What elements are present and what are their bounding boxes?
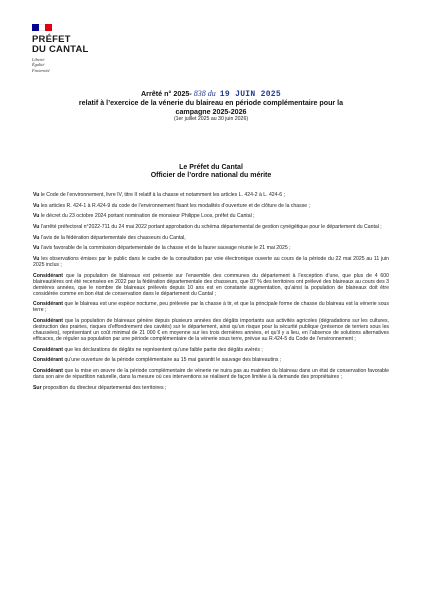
paragraph-text: que les déclarations de dégâts ne représentent qu’une faible partie des dégâts avérés ; [64, 346, 263, 353]
considerant-paragraph [33, 385, 389, 391]
paragraph-lead: Vu [33, 234, 40, 241]
paragraph-text: le décret du 23 octobre 2024 portant nomination de monsieur Philippe Loos, préfet du Cantal ; [40, 213, 255, 220]
considerant-paragraph [33, 318, 389, 342]
considerant-paragraph [33, 273, 389, 297]
paragraph-text: proposition du directeur départemental des territoires ; [43, 384, 167, 391]
date-stamp: 19 JUIN 2025 [219, 90, 282, 99]
considerant-paragraph [33, 368, 389, 380]
paragraph-lead: Vu [33, 223, 40, 230]
paragraph-text: l’avis favorable de la commission départementale de la chasse et de la faune sauvage réunie le 21 mai 2025 ; [40, 245, 291, 252]
paragraph-text: l’arrêté préfectoral n°2022-711 du 24 mai 2022 portant approbation du schéma départemental de gestion cynégétique pour le département du Cantal ; [40, 223, 382, 230]
paragraph-text: le Code de l’environnement, livre IV, titre II relatif à la chasse et notamment les articles L. 424-2 à L. 424-6 ; [40, 192, 285, 198]
considerant-paragraph [33, 347, 389, 353]
visa-paragraph [33, 256, 389, 268]
authority-block [33, 164, 389, 180]
paragraph-lead: Vu [33, 213, 40, 220]
visa-paragraph [33, 203, 389, 209]
paragraph-lead: Sur [33, 384, 42, 391]
paragraph-text: les articles R. 424-1 à R.424-9 du code de l’environnement fixant les modalités d’ouverture et de clôture de la chasse ; [40, 202, 311, 209]
paragraph-lead: Considérant [33, 357, 63, 364]
visa-paragraph [33, 192, 389, 198]
visas-list [33, 192, 389, 395]
paragraph-lead: Vu [33, 192, 40, 198]
paragraph-text: que la population de blaireaux génère depuis plusieurs années des dégâts importants aux activités agricoles (dégradations sur les cultures, destruction des prairies, risques d’effondrement des cavités) sur le département, ainsi qu’un risque pour la sécurité publique (présence de terriers sous les chaussées), représentant un coût minimal de 21 000 € en moyenne sur les trois dernières années, et qu’il y a lieu, en l’absence de solutions alternatives efficaces, de réguler sa population par une période complémentaire de la vénerie sous terre, prévue au R.424-5 du Code de l’environnement ; [33, 318, 389, 343]
authority-line-1: Le Préfet du Cantal [179, 164, 243, 171]
paragraph-text: que la population de blaireaux est présente sur l’ensemble des communes du département à l’exception d’une, que plus de 4 600 blaireautières ont été recensées en 2022 par la fédération départementale des chasseurs, que 87 % des territoires ont prélevé des blaireaux au cours des 3 dernières années, que le nombre de blaireaux prélevés depuis 10 ans est en constante augmentation, qu’ainsi la population de blaireaux doit être considérée comme en bon état de conservation dans le département du Cantal ; [33, 272, 389, 297]
paragraph-lead: Considérant [33, 272, 63, 279]
paragraph-text: les observations émises par le public dans le cadre de la consultation par voie électronique ouverte au cours de la période du 22 mai 2025 au 11 juin 2025 inclus ; [33, 255, 389, 268]
considerant-paragraph [33, 301, 389, 313]
prefet-line2: DU CANTAL [32, 44, 89, 55]
visa-paragraph [33, 213, 389, 219]
arrete-title-line-2: campagne 2025-2026 [175, 107, 247, 116]
arrete-title-block [33, 90, 389, 123]
paragraph-lead: Considérant [33, 368, 63, 375]
paragraph-text: qu’une ouverture de la période complémentaire au 15 mai garantit le sauvage des blaireautins ; [64, 357, 282, 364]
paragraph-lead: Vu [33, 202, 40, 209]
arrete-title-line-1: relatif à l’exercice de la vénerie du blaireau en période complémentaire pour la [78, 99, 344, 108]
republic-motto: Liberté Égalité Fraternité [32, 57, 50, 73]
paragraph-text: que le blaireau est une espèce nocturne, peu prélevée par la chasse à tir, et que la principale forme de chasse du blaireau est la vénerie sous terre ; [33, 301, 389, 314]
paragraph-lead: Vu [33, 245, 40, 252]
arrete-period: (1er juillet 2025 au 30 juin 2026) [173, 116, 249, 123]
paragraph-lead: Considérant [33, 318, 63, 324]
authority-line-2: Officier de l’ordre national du mérite [150, 172, 272, 180]
marianne-flag-icon [32, 24, 52, 31]
paragraph-text: que la mise en œuvre de la période complémentaire de vénerie ne nuira pas au maintien du blaireau dans un état de conservation favorable dans son aire de répartition naturelle, dans la mesure où ces interventions se réalisent de façon limitée à la demande des propriétaires ; [33, 368, 389, 381]
paragraph-lead: Vu [33, 255, 40, 262]
prefet-line1: PRÉFET [32, 34, 71, 45]
arrete-number-line: Arrêté n° 2025- 838 du 19 JUIN 2025 [140, 89, 282, 99]
visa-paragraph [33, 245, 389, 251]
paragraph-lead: Considérant [33, 346, 63, 353]
prefet-logo [32, 24, 92, 73]
paragraph-text: l’avis de la fédération départementale des chasseurs du Cantal, [40, 234, 186, 241]
considerant-paragraph [33, 357, 389, 363]
paragraph-lead: Considérant [33, 301, 63, 308]
visa-paragraph [33, 235, 389, 241]
visa-paragraph [33, 224, 389, 230]
handwritten-number: 838 du [193, 89, 216, 98]
